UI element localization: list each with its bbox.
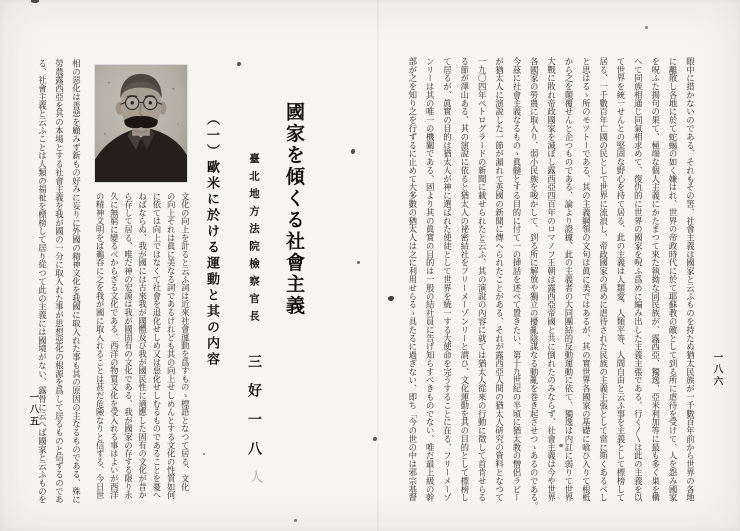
text-column: 久に無窮に變るべからざる文化である、西洋の物質文化を受入れる事はよいが西洋: [109, 192, 120, 500]
text-column: ンリーは其の唯一の機關である、固より其の眞實の目的は一般の結社員に告げ知らすべきものでない、唯だ最上級の幹: [425, 57, 436, 502]
text-column: 一九〇四年ペトログラードの新聞に載せられたと云ふ、其の演說の內容に就ては猶太人從來の行動に徵して首肯せらる: [477, 57, 488, 502]
text-column: 各國家の勞農に取入り、弱小民族を唆かして、到る所に解放や獨立の擾亂陰謀なる動亂を巻き起させつゝあるのである。: [529, 57, 540, 511]
text-column: 今茲に社會主義なるものゝ眞髓とする目的に付て一の挿話を述べて置きたい、第十九世紀の半頃に猶太教の僧侶ラビー: [511, 57, 522, 502]
text-column: の精神文明をば鵜呑に之を我が國に取入れることは甚だ危險なりと信ずる、今日世: [95, 192, 106, 500]
text-column: に離散し各地に於て蛇蝎の如く嫌はれ、世界の帝政時代に於て耶蘇教の敵として到る所に虐待を受けて、人を怨み國家: [668, 57, 679, 502]
text-column: から之を顛覆せんと企つものである、論より證據、此の主義者の大同團結的反動運動に依て、獨逸は内訌に弱りて世界: [563, 57, 574, 502]
chapter-title: 國家を傾くる社會主義: [283, 102, 305, 317]
author-role: 臺北地方法院檢察官長: [248, 153, 260, 328]
text-column: を呪ふた揚句の果て、極端な個人主義にかたまつて來た執拗な同民族が、露西亞、獨逸、亞米利加等に最も多く巣を構: [650, 57, 661, 502]
text-column: ら存して居る、唯だ神の宏謨は我が國固有の文化である、我が國家の存する限り永: [123, 192, 134, 500]
text-column: が猶太人に演說した一節が漏れて英國の新聞に傳へられたことがある、それが露西亞人間の猶太人研究の資料となつて: [494, 57, 505, 502]
text-column: る、社會主義と云ふことは人類の福祉を標榜して居り從つて此の主義には國境がない、露骨に云へば國家と云ふものを: [37, 59, 48, 504]
text-column: 文化の向上を計ると云ふ詞は近來社會運動を爲すものゝ標語となつて居る、文化: [180, 192, 191, 491]
text-column: て居るが、眞實の目的は猶太人が神に選ばれた使徒として世界を統一する大使命を完うすることに在る、フリーメーゾ: [442, 57, 453, 502]
text-column: へて同族相通じ同氣相求めて、復仇的に世界の國家を呪ふ爲めに編み出した主義主張である、行く〱は此の主義を以: [633, 57, 644, 502]
text-column: の向上それは眞に美なる詞であるけれども其の向上せしめんとする文化の性質如何: [166, 192, 177, 500]
text-column: 相の惡化は善惡を顧みず新もの好みに妄りに外國の精神文化を我國に取入れた事も其の原因の主なるものである、殊に: [71, 59, 82, 504]
text-column: 勞農露西亞を其の本場とする社會主義を我が國の一分に取入れた事が思想惡化の根源を爲して居るものと信ずるのであ: [54, 59, 65, 504]
handwritten-mark: 人: [247, 470, 262, 483]
text-column: て世界を統一せんとの堅固な野心を持て居る、此の主義は人類愛、人類平等、人間自由と云ふ事を主義として標榜して: [616, 57, 626, 502]
section-heading: （一）歐米に於ける運動と其の内容: [204, 112, 219, 368]
text-column: 大戰に敗れ帝政國家を滅ぼし露西亞四百年のロマノフ王朝は露西亞帝國と共に倒れたのみならず、社會主義は今や世界: [546, 57, 557, 502]
page-number-right: 一八六: [711, 352, 723, 388]
text-column: る節が澤山ある、其の演說に依ると猶太人の祕密結社をフリーメーゾンリーと謂ひ、文化運動を其の目的として標榜し: [459, 57, 470, 502]
page-number-left: 一八五: [27, 392, 39, 428]
text-column: 居る、一千數百年亡國の民として世界に流浪し、帝政國家の爲めに虐待された民族の主義主張として當に斯くあるべし: [598, 57, 609, 502]
text-column: 部が之を知り之を行ずるに止めて大多數の猶太人は之に利用せらるゝ具たるに過ぎない、即ち「今の世の中は邪宗基督: [407, 57, 418, 502]
author-name: 三好一八: [246, 354, 262, 470]
text-column: に依ては向上ではなくて社會を退化せしめ又は惡化せしむるものであることを憂へ: [151, 192, 162, 500]
text-column: 眼中に措かないのである、それもその筈、社會主義は國家と云ふものを持たぬ猶太民族が一千數百年前から世界の各地: [685, 57, 696, 502]
text-column: ねばならぬ、我が國には古來我が國體及び我が國民性に適應した固有の文化が昔か: [137, 192, 148, 500]
text-column: と思はるゝ所のモツトーである、其の主義綱領の文句は眞に美ではあるが、其の實世界各國家の基礎に喰ひ入りて根柢: [581, 57, 592, 502]
